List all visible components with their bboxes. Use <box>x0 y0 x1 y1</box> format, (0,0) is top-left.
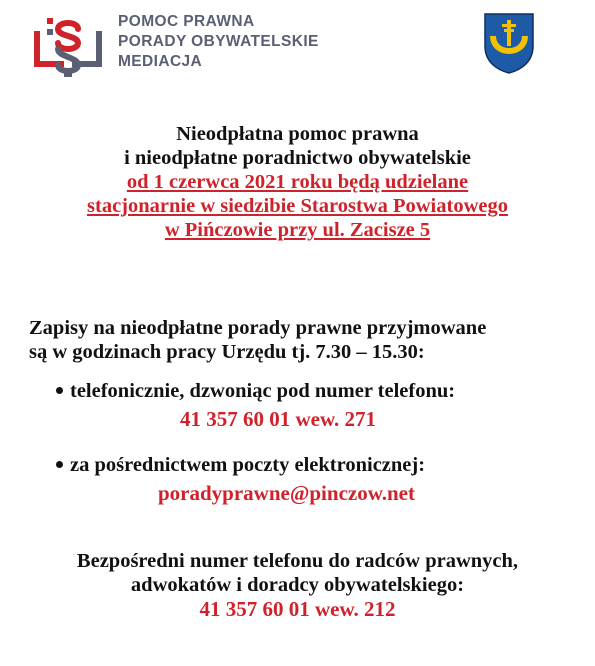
signup-line-1: Zapisy na nieodpłatne porady prawne przyjmowane <box>29 317 487 339</box>
crest-cross-vertical <box>507 20 511 46</box>
crest-cross-bar-1 <box>502 24 516 27</box>
brand-line-3: MEDIACJA <box>118 53 203 70</box>
bullet-icon <box>56 387 63 394</box>
direct-line-1: Bezpośredni numer telefonu do radców prawnych, <box>76 550 519 572</box>
logo-dot-red <box>47 18 53 24</box>
intro-line-4: stacjonarnie w siedzibie Starostwa Powiatowego <box>87 195 508 217</box>
direct-phone: 41 357 60 01 wew. 212 <box>199 597 396 621</box>
option-phone-label: telefonicznie, dzwoniąc pod numer telefonu: <box>70 380 456 402</box>
law-paragraph-book-logo <box>28 13 108 79</box>
bullet-icon <box>56 461 63 468</box>
direct-line-2: adwokatów i doradcy obywatelskiego: <box>130 574 465 596</box>
logo-dot-gray <box>47 29 53 35</box>
intro-line-3: od 1 czerwca 2021 roku będą udzielane <box>126 171 469 193</box>
coat-of-arms-crest <box>483 12 535 74</box>
brand-name <box>118 12 378 72</box>
signup-line-2: są w godzinach pracy Urzędu tj. 7.30 – 15.30: <box>29 341 425 363</box>
logo-base <box>64 73 72 77</box>
crest-cross-bar-2 <box>504 29 514 32</box>
option-phone <box>56 379 455 403</box>
logo-paragraph-lower <box>58 49 78 71</box>
intro-line-5: w Pińczowie przy ul. Zacisze 5 <box>164 219 431 241</box>
intro-block <box>0 122 595 242</box>
intro-line-2: i nieodpłatne poradnictwo obywatelskie <box>124 147 471 169</box>
option-email <box>56 453 425 477</box>
option-phone-value: 41 357 60 01 wew. 271 <box>180 407 376 431</box>
option-email-label: za pośrednictwem poczty elektronicznej: <box>70 454 426 476</box>
intro-line-1: Nieodpłatna pomoc prawna <box>176 123 419 145</box>
option-email-value: poradyprawne@pinczow.net <box>158 481 415 505</box>
logo-paragraph-upper <box>58 23 78 49</box>
brand-line-1: POMOC PRAWNA <box>118 13 255 30</box>
direct-block <box>0 549 595 621</box>
brand-line-2: PORADY OBYWATELSKIE <box>118 33 319 50</box>
